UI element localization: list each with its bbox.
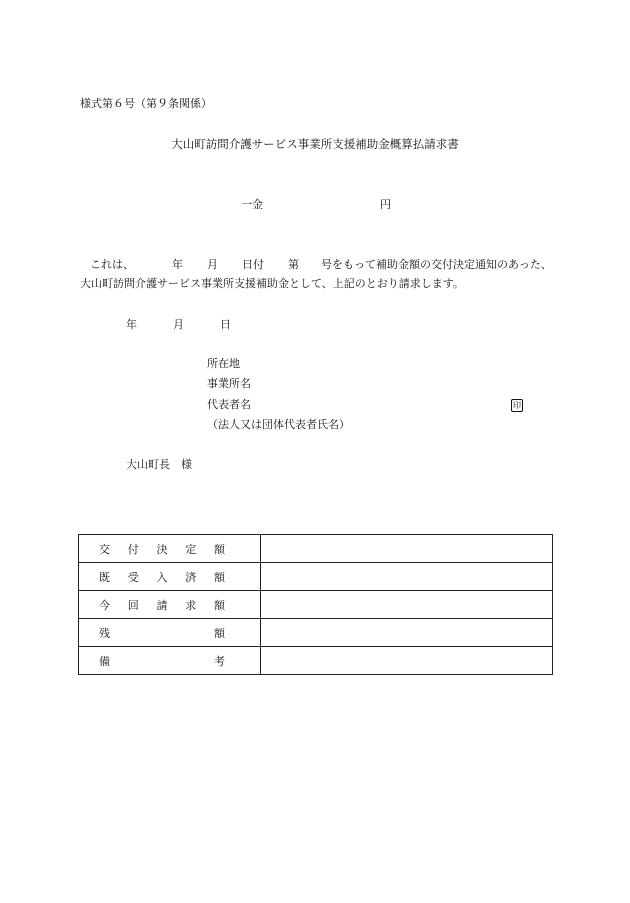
amount-prefix: 一金	[241, 198, 263, 211]
body-dai: 第	[288, 258, 299, 271]
seal-mark	[511, 398, 523, 412]
amount-summary-table	[78, 534, 553, 675]
amount-unit: 円	[380, 198, 391, 211]
row-value-cell	[261, 591, 553, 619]
representative-label: 代表者名	[207, 398, 251, 411]
seal-icon: 印	[513, 401, 521, 410]
label-char: 交	[99, 543, 110, 556]
date-year: 年	[126, 318, 137, 331]
row-label-cell	[79, 591, 261, 619]
row-value-cell	[261, 535, 553, 563]
row-label-cell	[79, 563, 261, 591]
document-title: 大山町訪問介護サービス事業所支援補助金概算払請求書	[171, 137, 459, 151]
table-row	[79, 591, 553, 619]
table-row	[79, 619, 553, 647]
date-line	[126, 318, 231, 332]
label-char: 済	[185, 571, 197, 584]
label-char: 今	[99, 599, 110, 612]
form-number: 様式第６号（第９条関係）	[80, 97, 212, 110]
date-day: 日	[220, 318, 231, 331]
label-char: 額	[214, 543, 225, 556]
date-month: 月	[173, 318, 184, 331]
row-value-cell	[261, 619, 553, 647]
body-rest-line-1: 号をもって補助金額の交付決定通知のあった、	[321, 258, 552, 271]
body-day-suffix: 日付	[242, 258, 264, 271]
label-char: 備	[99, 655, 110, 668]
table-row	[79, 535, 553, 563]
label-char: 考	[214, 655, 225, 668]
label-char: 残	[99, 627, 110, 640]
body-year: 年	[172, 258, 183, 271]
row-value-cell	[261, 647, 553, 675]
row-value-cell	[261, 563, 553, 591]
label-char: 定	[185, 543, 197, 556]
body-line-1	[90, 258, 552, 272]
row-label-cell	[79, 647, 261, 675]
office-name-label: 事業所名	[207, 377, 251, 390]
table-row	[79, 563, 553, 591]
body-line-2: 大山町訪問介護サービス事業所支援補助金として、上記のとおり請求します。	[80, 277, 464, 290]
body-intro: これは、	[90, 258, 134, 271]
row-label-cell	[79, 619, 261, 647]
label-char: 額	[214, 571, 225, 584]
address-label: 所在地	[207, 357, 240, 370]
label-char: 入	[156, 571, 168, 584]
label-char: 受	[127, 571, 139, 584]
label-char: 求	[185, 599, 197, 612]
label-char: 回	[127, 599, 139, 612]
label-char: 付	[127, 543, 139, 556]
label-char: 既	[99, 571, 110, 584]
label-char: 額	[214, 599, 225, 612]
label-char: 額	[214, 627, 225, 640]
representative-note: （法人又は団体代表者氏名）	[207, 418, 350, 431]
label-char: 決	[156, 543, 168, 556]
label-char: 請	[156, 599, 168, 612]
row-label-cell	[79, 535, 261, 563]
addressee: 大山町長 様	[126, 458, 192, 471]
body-month: 月	[207, 258, 218, 271]
table-row	[79, 647, 553, 675]
